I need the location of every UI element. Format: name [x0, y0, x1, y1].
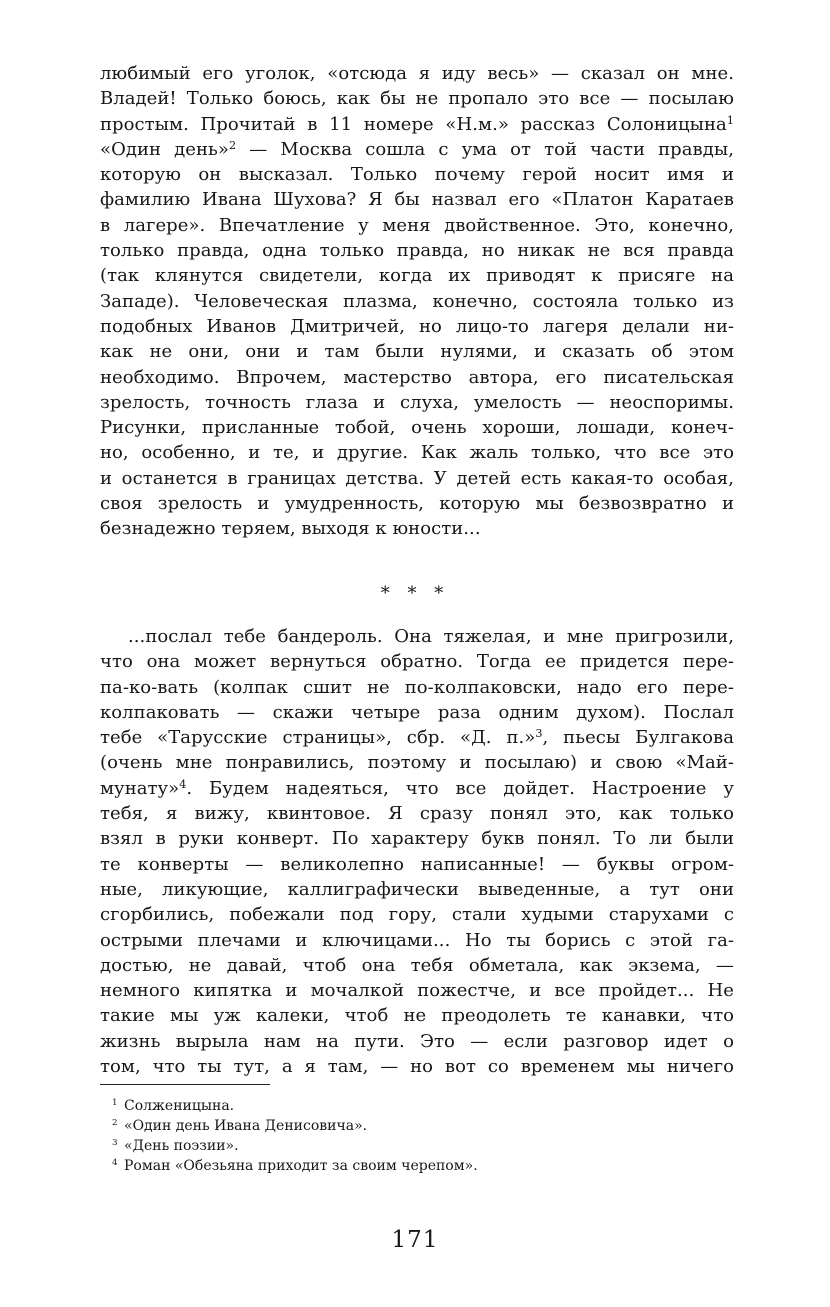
- text-line: жизнь вырыла нам на пути. Это — если разговор идет о: [100, 1030, 734, 1052]
- text-line: [100, 725, 734, 750]
- footnote-divider: [100, 1084, 270, 1085]
- footnotes: [100, 1096, 734, 1176]
- footnote-ref[interactable]: 4: [179, 777, 187, 791]
- text-line: Владей! Только боюсь, как бы не пропало это все — посылаю: [100, 88, 734, 110]
- footnote-item: $^1$ Солженицына.: [112, 1098, 235, 1114]
- text-line: подобных Иванов Дмитричей, но лицо-то лагеря делали ни-: [100, 315, 734, 337]
- text-line: взял в руки конверт. По характеру букв понял. То ли были: [100, 828, 734, 850]
- text-line: колпаковать — скажи четыре раза одним духом). Послал: [100, 701, 734, 723]
- text-line: любимый его уголок, «отсюда я иду весь» — сказал он мне.: [100, 63, 734, 84]
- text-segment: тебе «Тарусские страницы», сбр. «Д. п.»: [100, 727, 536, 749]
- text-segment: . Будем надеяться, что все дойдет. Настроение у: [186, 777, 734, 799]
- text-line: острыми плечами и ключицами... Но ты борись с этой га-: [100, 929, 734, 951]
- text-line: [100, 112, 734, 137]
- text-line: те конверты — великолепно написанные! — буквы огром-: [100, 853, 734, 875]
- text-line: [100, 137, 734, 162]
- text-line: зрелость, точность глаза и слуха, умелость — неоспоримы.: [100, 391, 734, 413]
- text-line: тебя, я вижу, квинтовое. Я сразу понял это, как только: [100, 803, 734, 825]
- footnote-ref[interactable]: 2: [228, 138, 237, 152]
- text-line: только правда, одна только правда, но никак не вся правда: [100, 240, 734, 262]
- text-line: что она может вернуться обратно. Тогда ее придется пере-: [100, 651, 734, 673]
- text-line: Рисунки, присланные тобой, очень хороши, лошади, конеч-: [100, 417, 734, 439]
- text-line: которую он высказал. Только почему герой носит имя и: [100, 164, 734, 186]
- footnote-text: Роман «Обезьяна приходит за своим черепом».: [124, 1158, 478, 1174]
- text-line: (так клянутся свидетели, когда их приводят к присяге на: [100, 265, 734, 287]
- text-segment: , пьесы Булгакова: [542, 727, 734, 749]
- section-separator: * * *: [380, 583, 450, 604]
- footnote-ref[interactable]: 1: [726, 113, 734, 127]
- text-line: своя зрелость и умудренность, которую мы безвозвратно и: [100, 493, 734, 515]
- text-line: ные, ликующие, каллиграфически выведенные, а тут они: [100, 878, 734, 900]
- text-line: немного кипятка и мочалкой пожестче, и все пройдет... Не: [100, 980, 734, 1002]
- letter-fragment-2: [100, 624, 734, 1079]
- text-line: такие мы уж калеки, чтоб не преодолеть те канавки, что: [100, 1005, 734, 1027]
- text-line: (очень мне понравились, поэтому и посылаю) и свою «Май-: [100, 752, 734, 774]
- text-line: сгорбились, побежали под гору, стали худыми старухами с: [100, 904, 734, 926]
- text-segment: «Один день»: [100, 138, 229, 160]
- text-line: Западе). Человеческая плазма, конечно, состояла только из: [100, 290, 734, 312]
- text-line: [100, 776, 734, 801]
- footnote-text: Солженицына.: [124, 1098, 235, 1114]
- text-line: и останется в границах детства. У детей есть какая-то особая,: [100, 467, 734, 489]
- page-number: 171: [391, 1227, 439, 1253]
- text-line: ...послал тебе бандероль. Она тяжелая, и мне пригрозили,: [128, 626, 734, 647]
- text-line: необходимо. Впрочем, мастерство автора, его писательская: [100, 366, 734, 388]
- text-segment: — Москва сошла с ума от той части правды,: [236, 138, 734, 160]
- text-line: па-ко-вать (колпак сшит не по-колпаковски, надо его пере-: [100, 676, 734, 698]
- text-segment: простым. Прочитай в 11 номере «Н.м.» рассказ Солоницына: [100, 113, 727, 135]
- text-line: в лагере». Впечатление у меня двойственное. Это, конечно,: [100, 214, 734, 236]
- text-line: достью, не давай, чтоб она тебя обметала, как экзема, —: [100, 954, 734, 976]
- footnote-item: $^2$ «Один день Ивана Денисовича».: [112, 1118, 368, 1134]
- letter-fragment-1: [100, 61, 734, 542]
- footnote-text: «Один день Ивана Денисовича».: [124, 1118, 368, 1134]
- text-segment: мунату»: [100, 777, 180, 799]
- text-line: безнадежно теряем, выходя к юности...: [100, 518, 481, 540]
- footnote-item: $^3$ «День поэзии».: [112, 1138, 239, 1154]
- footnote-item: $^4$ Роман «Обезьяна приходит за своим черепом».: [112, 1158, 478, 1174]
- text-line: но, особенно, и те, и другие. Как жаль только, что все это: [100, 442, 734, 464]
- text-line: том, что ты тут, а я там, — но вот со временем мы ничего: [100, 1056, 734, 1078]
- text-line: фамилию Ивана Шухова? Я бы назвал его «Платон Каратаев: [100, 189, 734, 211]
- footnote-text: «День поэзии».: [124, 1138, 239, 1154]
- text-line: как не они, они и там были нулями, и сказать об этом: [100, 341, 734, 363]
- footnote-ref[interactable]: 3: [535, 727, 543, 741]
